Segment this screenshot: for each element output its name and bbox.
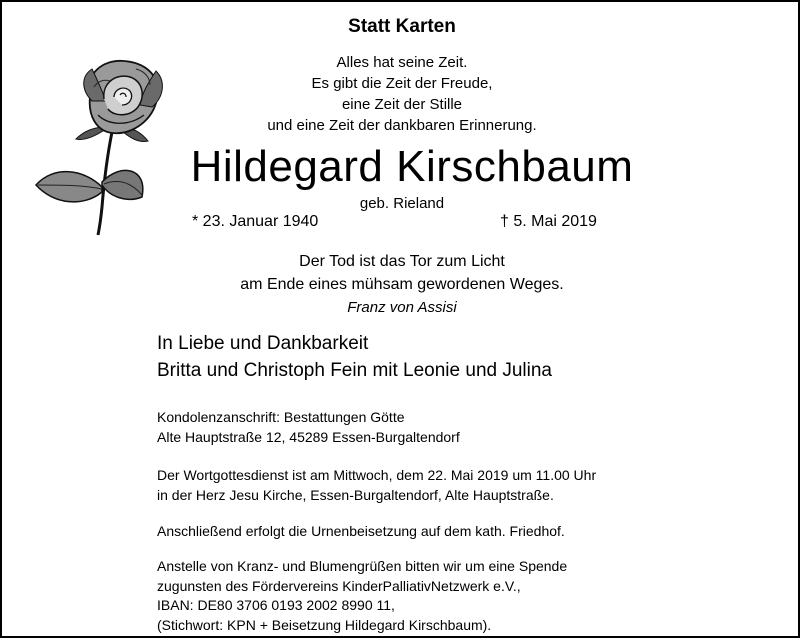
poem-line: Es gibt die Zeit der Freude, [311,75,493,92]
family-line: In Liebe und Dankbarkeit [157,333,369,354]
donation-info [157,557,567,635]
donation-line: zugunsten des Fördervereins KinderPalliativNetzwerk e.V., [157,577,521,594]
quote-line: am Ende eines mühsam gewordenen Weges. [240,276,564,293]
death-date: † 5. Mai 2019 [500,213,597,230]
birth-date: * 23. Januar 1940 [192,213,319,230]
service-info [157,466,596,505]
donation-line: (Stichwort: KPN + Beisetzung Hildegard Kirschbaum). [157,616,492,633]
quote-author: Franz von Assisi [347,299,457,316]
condolence-line: Alte Hauptstraße 12, 45289 Essen-Burgaltendorf [157,428,460,445]
condolence-line: Kondolenzanschrift: Bestattungen Götte [157,409,405,425]
family-line: Britta und Christoph Fein mit Leonie und Julina [157,360,553,381]
quote [152,250,652,319]
burial-line: Anschließend erfolgt die Urnenbeisetzung auf dem kath. Friedhof. [157,523,565,539]
donation-line: Anstelle von Kranz- und Blumengrüßen bitten wir um eine Spende [157,558,568,574]
birth-name: geb. Rieland [359,195,445,212]
service-line: Der Wortgottesdienst ist am Mittwoch, dem 22. Mai 2019 um 11.00 Uhr [157,467,597,483]
burial-info [157,522,565,542]
poem-line: eine Zeit der Stille [341,96,463,113]
poem-line: Alles hat seine Zeit. [336,54,468,71]
donation-line: IBAN: DE80 3706 0193 2002 8990 11, [157,597,395,613]
poem [202,52,602,136]
quote-line: Der Tod ist das Tor zum Licht [299,253,505,270]
poem-line: und eine Zeit der dankbaren Erinnerung. [267,117,537,134]
service-line: in der Herz Jesu Kirche, Essen-Burgaltendorf, Alte Hauptstraße. [157,486,554,503]
condolence-address [157,408,460,447]
deceased-name: Hildegard Kirschbaum [190,142,634,191]
header-title: Statt Karten [348,16,456,37]
family-signature [157,330,552,384]
